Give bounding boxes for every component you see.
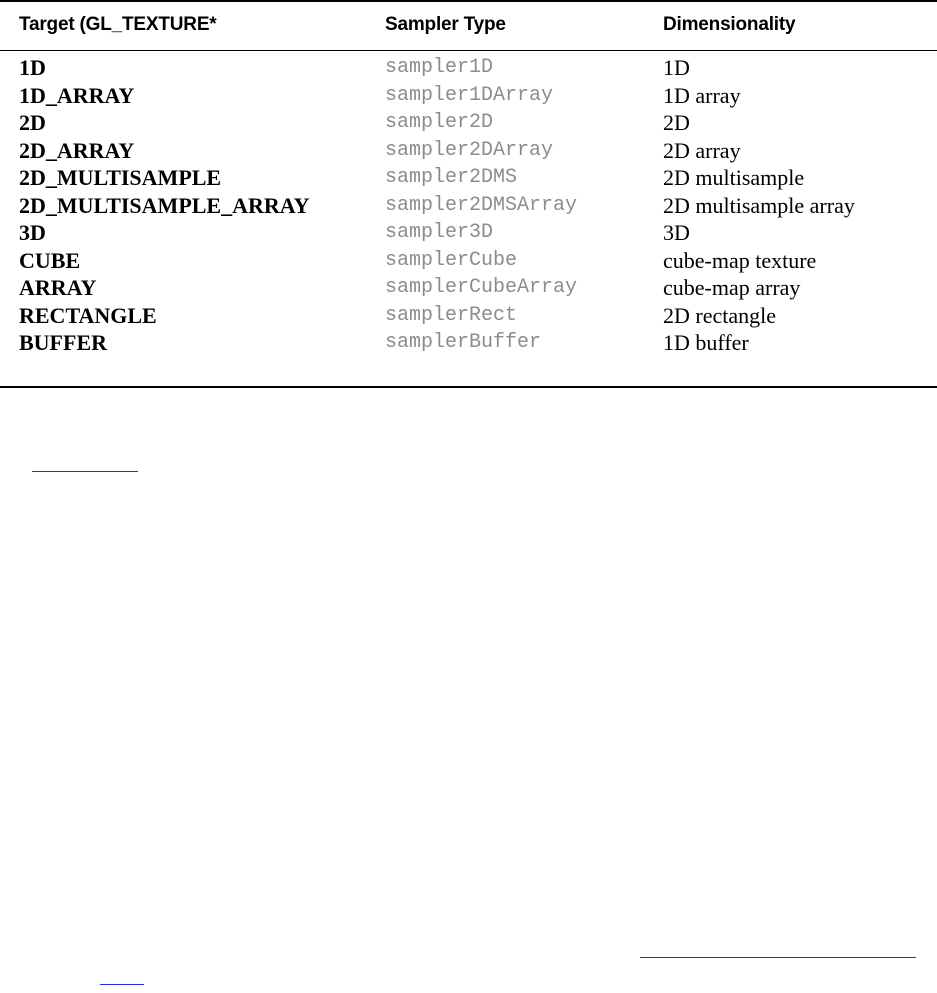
header-target: Target (GL_TEXTURE* [19,14,217,35]
table-header-row [0,0,937,50]
cell-target: BUFFER [19,330,107,355]
table-row [0,302,937,330]
table-row [0,109,937,137]
cell-target: RECTANGLE [19,302,157,328]
cell-dimensionality: 1D [663,55,690,80]
cell-target: 1D [19,55,46,80]
cell-sampler: sampler1D [385,56,494,79]
cell-dimensionality: 3D [663,220,690,245]
cell-target: 2D_MULTISAMPLE [19,165,222,190]
cell-sampler: samplerRect [385,303,518,327]
cell-sampler: sampler2DMS [385,166,518,189]
table-row [0,247,937,275]
cell-target: 2D_ARRAY [19,137,135,163]
link-underline[interactable] [32,471,138,472]
table-row [0,82,937,110]
cell-dimensionality: cube-map texture [663,247,817,273]
table-row [0,274,937,302]
cell-dimensionality: 2D multisample [663,165,805,190]
cell-dimensionality: 1D buffer [663,330,749,355]
cell-dimensionality: cube-map array [663,275,801,300]
cell-target: ARRAY [19,275,97,300]
cell-target: CUBE [19,247,81,273]
cell-sampler: samplerCube [385,248,518,272]
header-dimensionality: Dimensionality [663,14,796,35]
cell-target: 2D_MULTISAMPLE_ARRAY [19,192,310,218]
cell-sampler: sampler2DArray [385,138,554,162]
table-row [0,219,937,247]
link-underline[interactable] [640,957,916,958]
cell-target: 3D [19,220,46,245]
table-header-rule [0,50,937,51]
table-row [0,329,937,357]
table-row [0,164,937,192]
cell-target: 1D_ARRAY [19,82,135,108]
table-row [0,137,937,165]
cell-dimensionality: 2D multisample array [663,192,855,218]
cell-target: 2D [19,110,46,135]
table-row [0,54,937,82]
cell-sampler: sampler2DMSArray [385,193,578,217]
cell-sampler: sampler3D [385,221,494,244]
table-bottom-rule [0,386,937,388]
cell-dimensionality: 2D rectangle [663,302,776,328]
cell-dimensionality: 2D array [663,137,741,163]
cell-dimensionality: 1D array [663,82,741,108]
table-row [0,192,937,220]
cell-sampler: sampler1DArray [385,83,554,107]
link-underline[interactable] [100,984,144,985]
table-body [0,54,937,357]
cell-sampler: sampler2D [385,111,494,134]
cell-dimensionality: 2D [663,110,690,135]
cell-sampler: samplerBuffer [385,331,542,354]
header-sampler-type: Sampler Type [385,14,506,35]
cell-sampler: samplerCubeArray [385,276,578,299]
